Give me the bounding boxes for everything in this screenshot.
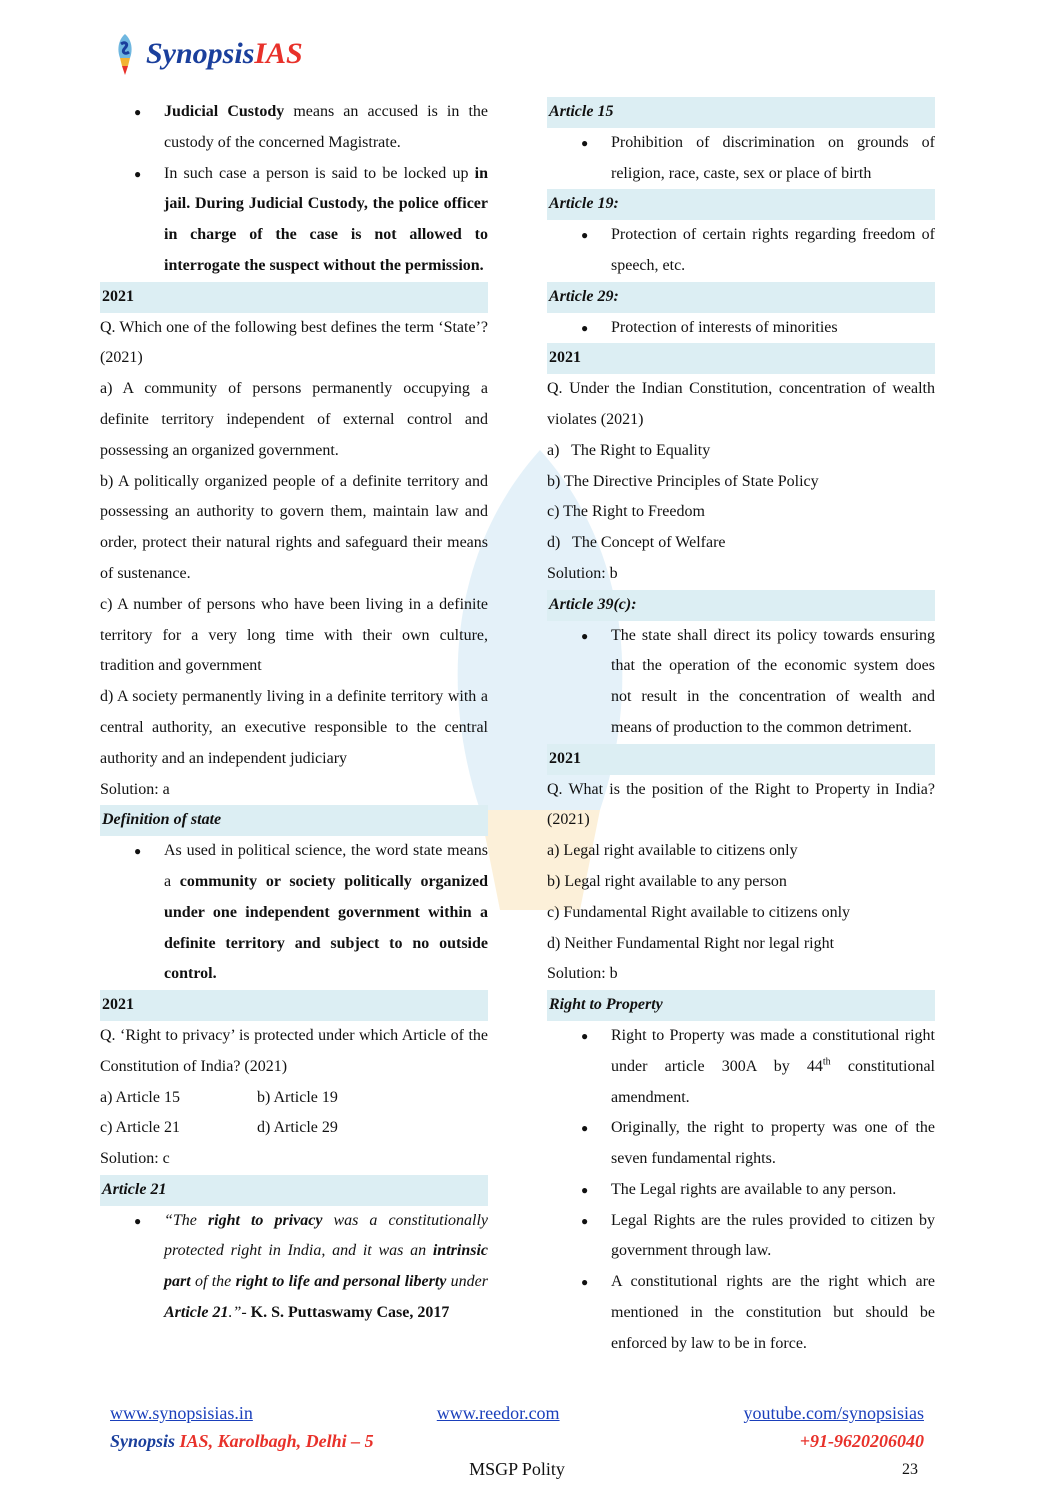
section-heading: Article 21 — [100, 1175, 488, 1206]
section-year: 2021 — [547, 343, 935, 374]
logo — [112, 30, 303, 78]
list-item: ● Protection of interests of minorities — [547, 313, 935, 344]
youtube-link[interactable]: youtube.com/synopsisias — [743, 1403, 924, 1423]
text: As used in political science, the word state means a — [164, 842, 488, 890]
text: Prohibition of discrimination on grounds of religion, race, caste, sex or place of birth — [611, 133, 935, 182]
text: The state shall direct its policy towards ensuring that the operation of the economic system does not result in the concentration of wealth and means of production to the common detriment. — [611, 626, 935, 736]
brand-synopsis: Synopsis — [146, 37, 255, 70]
text: Protection of certain rights regarding freedom of speech, etc. — [611, 226, 935, 274]
document-title: MSGP Polity — [469, 1459, 565, 1479]
option: b) The Directive Principles of State Policy — [547, 472, 819, 490]
list-item: ● Legal Rights are the rules provided to citizen by government through law. — [547, 1206, 935, 1268]
address: Synopsis IAS, Karolbagh, Delhi – 5 — [110, 1431, 374, 1451]
section-heading: Definition of state — [100, 805, 488, 836]
option: d) Article 29 — [257, 1119, 338, 1137]
option: d) A society permanently living in a definite territory with a central authority, an executive responsible to the central authority and an independent judiciary — [100, 688, 488, 767]
solution: Solution: a — [100, 780, 170, 798]
reedor-link[interactable]: www.reedor.com — [436, 1403, 560, 1423]
website-link[interactable]: www.synopsisias.in — [110, 1403, 253, 1423]
brand-name — [146, 37, 303, 71]
section-heading: Article 15 — [547, 97, 935, 128]
text: Legal Rights are the rules provided to citizen by government through law. — [611, 1211, 935, 1260]
text: means an accused is in the custody of the concerned Magistrate. — [164, 103, 489, 151]
option: a) Article 15 — [100, 1088, 180, 1106]
option: b) A politically organized people of a definite territory and possessing an authority to govern them, maintain law and order, protect their natural rights and safeguard their means of sustenance. — [100, 472, 488, 582]
list-item: ● The Legal rights are available to any person. — [547, 1175, 935, 1206]
phone-number: +91-9620206040 — [799, 1431, 924, 1451]
list-item: ● Originally, the right to property was one of the seven fundamental rights. — [547, 1113, 935, 1175]
question: Q. Which one of the following best defines the term ‘State’? (2021) — [100, 318, 488, 367]
list-item: ● A constitutional rights are the right which are mentioned in the constitution but should be enforced by law to be in force. — [547, 1267, 935, 1359]
list-item: ● “The right to privacy was a constitutionally protected right in India, and it was an intrinsic part of the right to life and personal liberty under Article 21.”- K. S. Puttaswamy Case, 2017 — [134, 1211, 489, 1322]
section-year: 2021 — [100, 990, 488, 1021]
option: c) Fundamental Right available to citizens only — [547, 903, 851, 921]
solution: Solution: b — [547, 965, 618, 983]
options-row — [100, 1083, 488, 1114]
brand-ias: IAS — [254, 37, 303, 70]
text-bold: in jail. During Judicial Custody, the police officer in charge of the case is not allowed to interrogate the suspect without the permission. — [164, 164, 488, 274]
list-item: ● The state shall direct its policy towards ensuring that the operation of the economic system does not result in the concentration of wealth and means of production to the common detriment. — [547, 621, 935, 744]
section-heading: Article 19: — [547, 189, 935, 220]
section-year: 2021 — [100, 282, 488, 313]
text: The Legal rights are available to any person. — [611, 1180, 897, 1198]
list-item: ● Prohibition of discrimination on grounds of religion, race, caste, sex or place of birth — [547, 128, 935, 190]
question: Q. What is the position of the Right to Property in India? (2021) — [547, 780, 935, 829]
option: d) Neither Fundamental Right nor legal right — [547, 934, 835, 952]
list-item: ● In such case a person is said to be locked up in jail. During Judicial Custody, the police officer in charge of the case is not allowed to interrogate the suspect without the permission. — [134, 164, 488, 274]
options-row — [100, 1113, 488, 1144]
text-bold: community or society politically organized under one independent government within a definite territory and subject to no outside control. — [164, 872, 488, 983]
section-heading: Article 29: — [547, 282, 935, 313]
section-heading: Right to Property — [547, 990, 935, 1021]
solution: Solution: c — [100, 1150, 170, 1168]
list-item: ● Judicial Custody means an accused is in the custody of the concerned Magistrate. — [134, 103, 489, 151]
option: a) A community of persons permanently occupying a definite territory independent of external control and possessing an organized government. — [100, 380, 488, 459]
option: b) Legal right available to any person — [547, 872, 787, 890]
question: Q. Under the Indian Constitution, concentration of wealth violates (2021) — [547, 380, 935, 428]
option: b) Article 19 — [257, 1088, 338, 1106]
page-number: 23 — [902, 1461, 918, 1478]
option: c) A number of persons who have been living in a definite territory for a very long time with their own culture, tradition and government — [100, 595, 488, 675]
option: c) The Right to Freedom — [547, 503, 705, 521]
text: Protection of interests of minorities — [611, 318, 838, 336]
footer — [110, 1403, 924, 1487]
right-column — [547, 97, 935, 1360]
text: A constitutional rights are the right which are mentioned in the constitution but should be enforced by law to be in force. — [611, 1273, 935, 1352]
list-item: ● As used in political science, the word state means a community or society politically organized under one independent government within a definite territory and subject to no outside control. — [134, 842, 488, 983]
text: In such case a person is said to be locked up — [164, 164, 475, 182]
case-name: K. S. Puttaswamy Case, 2017 — [250, 1304, 450, 1322]
option: a) Legal right available to citizens only — [547, 842, 798, 860]
option: c) Article 21 — [100, 1119, 180, 1137]
option: d) The Concept of Welfare — [547, 534, 726, 552]
list-item: ● Protection of certain rights regarding freedom of speech, etc. — [547, 220, 935, 282]
rocket-logo-icon — [112, 32, 138, 76]
solution: Solution: b — [547, 564, 618, 582]
term: Judicial Custody — [164, 103, 285, 120]
list-item: ● Right to Property was made a constitutional right under article 300A by 44th constitutional amendment. — [581, 1026, 935, 1106]
section-heading: Article 39(c): — [547, 590, 935, 621]
left-column — [100, 97, 488, 1329]
option: a) The Right to Equality — [547, 441, 711, 459]
text: Originally, the right to property was one of the seven fundamental rights. — [611, 1119, 935, 1168]
quote: “The right to privacy was a constitutionally protected right in India, and it was an intrinsic part of the right to life and personal liberty under Article 21.”- — [164, 1211, 489, 1322]
section-year: 2021 — [547, 744, 935, 775]
question: Q. ‘Right to privacy’ is protected under which Article of the Constitution of India? (2021) — [100, 1026, 488, 1075]
